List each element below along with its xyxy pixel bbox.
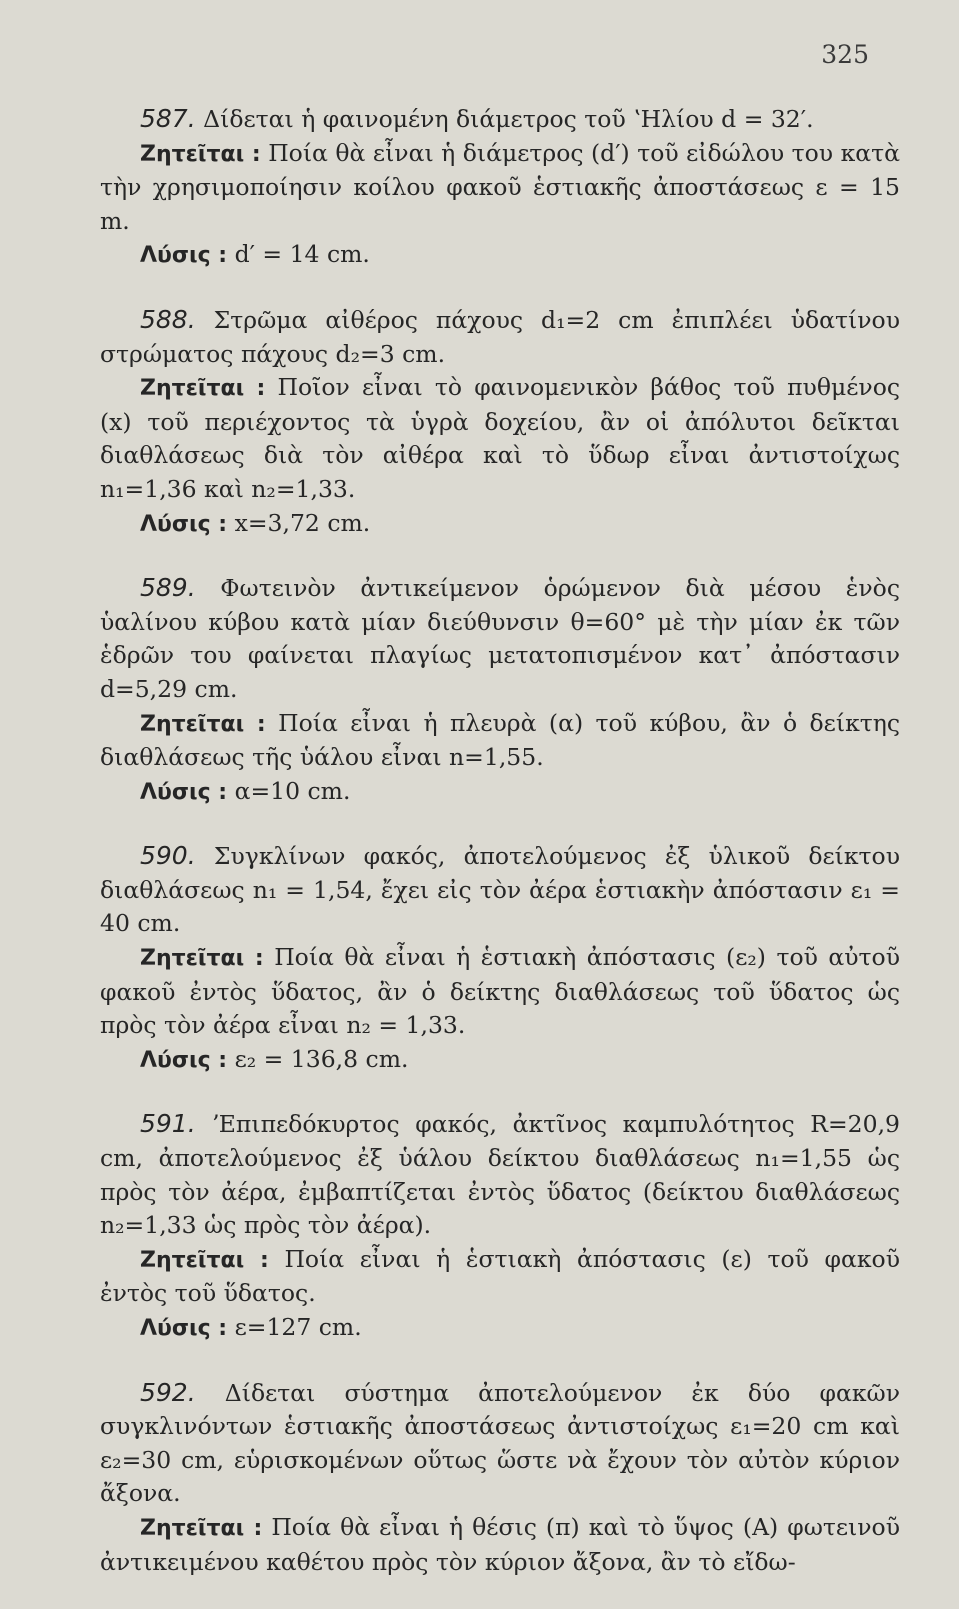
given-text: Φωτεινὸν ἀντικείμενον ὁρώμενον διὰ μέσου ἑνὸς ὑαλίνου κύβου κατὰ μίαν διεύθυνσιν θ=60° μὲ τὴν μίαν ἐκ τῶν ἑδρῶν του φαίνεται πλαγίως μετατοπισμένον κατ᾽ ἀπόστασιν d=5,29 cm.: [100, 574, 900, 703]
asked-label: Ζητεῖται :: [140, 1515, 263, 1541]
solution-label: Λύσις :: [140, 243, 228, 269]
solution-label: Λύσις :: [140, 1316, 228, 1341]
asked-text: Ποία θὰ εἶναι ἡ διάμετρος (d′) τοῦ εἰδώλου του κατὰ τὴν χρησιμοποίησιν κοίλου φακοῦ ἑστιακῆς ἀποστάσεως ε = 15 m.: [100, 138, 901, 235]
problem-number: 587.: [140, 104, 196, 133]
asked-text: Ποία εἶναι ἡ ἑστιακὴ ἀπόστασις (ε) τοῦ φακοῦ ἐντὸς τοῦ ὕδατος.: [100, 1244, 900, 1308]
problem-solution: [100, 507, 900, 542]
asked-label: Ζητεῖται :: [140, 711, 266, 737]
problem-solution: [100, 1311, 900, 1346]
solution-text: α=10 cm.: [234, 776, 351, 805]
page-number: 325: [821, 40, 869, 69]
given-text: Δίδεται ἡ φαινομένη διάμετρος τοῦ ʽΗλίου d = 32′.: [203, 105, 814, 133]
problem-number: 588.: [140, 304, 196, 334]
problem-number: 591.: [140, 1109, 196, 1139]
problem-number: 590.: [140, 841, 196, 871]
problem-solution: [100, 775, 900, 810]
problem-asked: [100, 941, 900, 1043]
problems-list: [100, 102, 900, 1609]
solution-text: ε=127 cm.: [234, 1313, 362, 1341]
problem-number: 592.: [140, 1377, 196, 1407]
solution-text: x=3,72 cm.: [234, 508, 371, 537]
problem-589: [100, 571, 900, 809]
problem-asked: [100, 707, 900, 775]
solution-text: ε₂ = 136,8 cm.: [234, 1044, 409, 1073]
problem-591: [100, 1107, 900, 1345]
problem-given: [100, 303, 900, 371]
asked-label: Ζητεῖται :: [140, 946, 264, 972]
problem-asked: [100, 371, 900, 506]
problem-592: [100, 1376, 900, 1580]
asked-text: Ποῖον εἶναι τὸ φαινομενικὸν βάθος τοῦ πυθμένος (x) τοῦ περιέχοντος τὰ ὑγρὰ δοχείου, ἂν οἱ ἀπόλυτοι δεῖκται διαθλάσεως διὰ τὸν αἰθέρα καὶ τὸ ὕδωρ εἶναι ἀντιστοίχως n₁=1,36 καὶ n₂=1,33.: [100, 373, 901, 503]
asked-label: Ζητεῖται :: [140, 141, 261, 167]
problem-given: [100, 571, 900, 706]
asked-text: Ποία εἶναι ἡ πλευρὰ (α) τοῦ κύβου, ἂν ὁ δείκτης διαθλάσεως τῆς ὑάλου εἶναι n=1,55.: [100, 708, 901, 772]
problem-asked: [100, 1511, 900, 1579]
problem-given: [100, 102, 900, 137]
problem-number: 589.: [140, 573, 196, 603]
problem-asked: [100, 1243, 900, 1311]
problem-solution: [100, 238, 900, 273]
solution-label: Λύσις :: [140, 1047, 228, 1073]
given-text: ʼΕπιπεδόκυρτος φακός, ἀκτῖνος καμπυλότητος R=20,9 cm, ἀποτελούμενος ἐξ ὑάλου δείκτου διαθλάσεως n₁=1,55 ὡς πρὸς τὸν ἀέρα, ἐμβαπτίζεται ἐντὸς ὕδατος (δείκτου διαθλάσεως n₂=1,33 ὡς πρὸς τὸν ἀέρα).: [100, 1110, 900, 1240]
solution-text: d′ = 14 cm.: [234, 240, 370, 269]
solution-label: Λύσις :: [140, 779, 228, 805]
problem-asked: [100, 137, 900, 239]
problem-solution: [100, 1043, 900, 1078]
given-text: Συγκλίνων φακός, ἀποτελούμενος ἐξ ὑλικοῦ δείκτου διαθλάσεως n₁ = 1,54, ἔχει εἰς τὸν ἀέρα ἑστιακὴν ἀπόστασιν ε₁ = 40 cm.: [100, 842, 900, 938]
solution-label: Λύσις :: [140, 511, 228, 537]
given-text: Στρῶμα αἰθέρος πάχους d₁=2 cm ἐπιπλέει ὑδατίνου στρώματος πάχους d₂=3 cm.: [100, 305, 900, 368]
asked-label: Ζητεῖται :: [140, 1247, 269, 1273]
given-text: Δίδεται σύστημα ἀποτελούμενον ἐκ δύο φακῶν συγκλινόντων ἑστιακῆς ἀποστάσεως ἀντιστοίχως ε₁=20 cm καὶ ε₂=30 cm, εὑρισκομένων οὕτως ὥστε νὰ ἔχουν τὸν αὐτὸν κύριον ἄξονα.: [100, 1378, 900, 1508]
problem-588: [100, 303, 900, 541]
asked-label: Ζητεῖται :: [140, 376, 266, 402]
asked-text: Ποία θὰ εἶναι ἡ ἑστιακὴ ἀπόστασις (ε₂) τοῦ αὐτοῦ φακοῦ ἐντὸς ὕδατος, ἂν ὁ δείκτης διαθλάσεως τοῦ ὕδατος ὡς πρὸς τὸν ἀέρα εἶναι n₂ = 1,33.: [100, 943, 900, 1040]
problem-given: [100, 839, 900, 941]
problem-given: [100, 1376, 900, 1511]
problem-587: [100, 102, 900, 273]
asked-text: Ποία θὰ εἶναι ἡ θέσις (π) καὶ τὸ ὕψος (Α) φωτεινοῦ ἀντικειμένου καθέτου πρὸς τὸν κύριον ἄξονα, ἂν τὸ εἴδω-: [100, 1512, 900, 1576]
problem-590: [100, 839, 900, 1077]
problem-given: [100, 1107, 900, 1242]
